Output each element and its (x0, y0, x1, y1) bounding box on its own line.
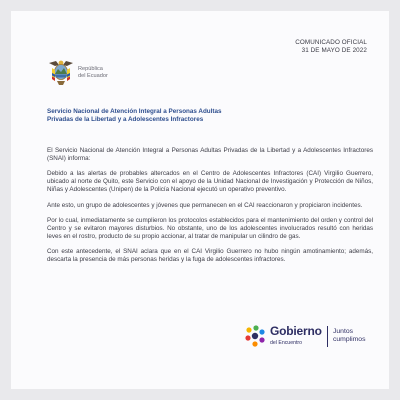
paragraph-4: Por lo cual, inmediatamente se cumplieron los protocolos establecidos para el mantenimiento del orden y control del Centro y se evitaron mayores disturbios. No obstante, uno de los adolescentes involucrados resultó con heridas leves en el rostro, producto de su propio accionar, al tratar de manipular un cilindro de gas. (47, 216, 373, 240)
release-type: COMUNICADO OFICIAL (295, 39, 367, 46)
republic-line-2: del Ecuador (78, 72, 108, 79)
ecuador-coat-of-arms-icon (47, 57, 75, 87)
press-release-sheet (11, 11, 389, 389)
paragraph-1: El Servicio Nacional de Atención Integral a Personas Adultas Privadas de la Libertad y a Adolescentes Infractores (SNAI) informa: (47, 147, 373, 162)
republic-line-1: República (78, 66, 103, 72)
agency-title-line-2: Privadas de la Libertad y a Adolescentes Infractores (47, 116, 204, 124)
agency-title (47, 108, 347, 124)
slogan (333, 328, 365, 345)
slogan-line-2: cumplimos (333, 336, 366, 344)
brand-subtitle: del Encuentro (270, 340, 303, 346)
release-date: 31 DE MAYO DE 2022 (301, 47, 367, 54)
agency-title-line-1: Servicio Nacional de Atención Integral a Personas Adultas (47, 108, 222, 115)
republic-label (78, 66, 108, 79)
paragraph-3: Ante esto, un grupo de adolescentes y jóvenes que permanecen en el CAI reaccionaron y propiciaron incidentes. (47, 201, 363, 209)
release-body (47, 147, 373, 271)
release-header (295, 39, 367, 55)
paragraph-2: Debido a las alertas de probables altercados en el Centro de Adolescentes Infractores (CAI) Virgilio Guerrero, ubicado al norte de Quito, este Servicio con el apoyo de la Unidad Nacional de Investigación y Protección de Niños, Niñas y Adolescentes (Unipen) de la Policía Nacional ejecutó un operativo preventivo. (47, 170, 373, 194)
gobierno-del-encuentro-logo-icon (243, 324, 267, 348)
paragraph-5: Con este antecedente, el SNAI aclara que en el CAI Virgilio Guerrero no hubo ningún amotinamiento; además, descarta la presencia de más personas heridas y la fuga de adolescentes infractores. (47, 248, 373, 264)
logo-divider (327, 326, 328, 347)
slogan-line-1: Juntos (333, 328, 354, 335)
government-logo (243, 322, 383, 358)
brand-name: Gobierno (270, 324, 322, 338)
